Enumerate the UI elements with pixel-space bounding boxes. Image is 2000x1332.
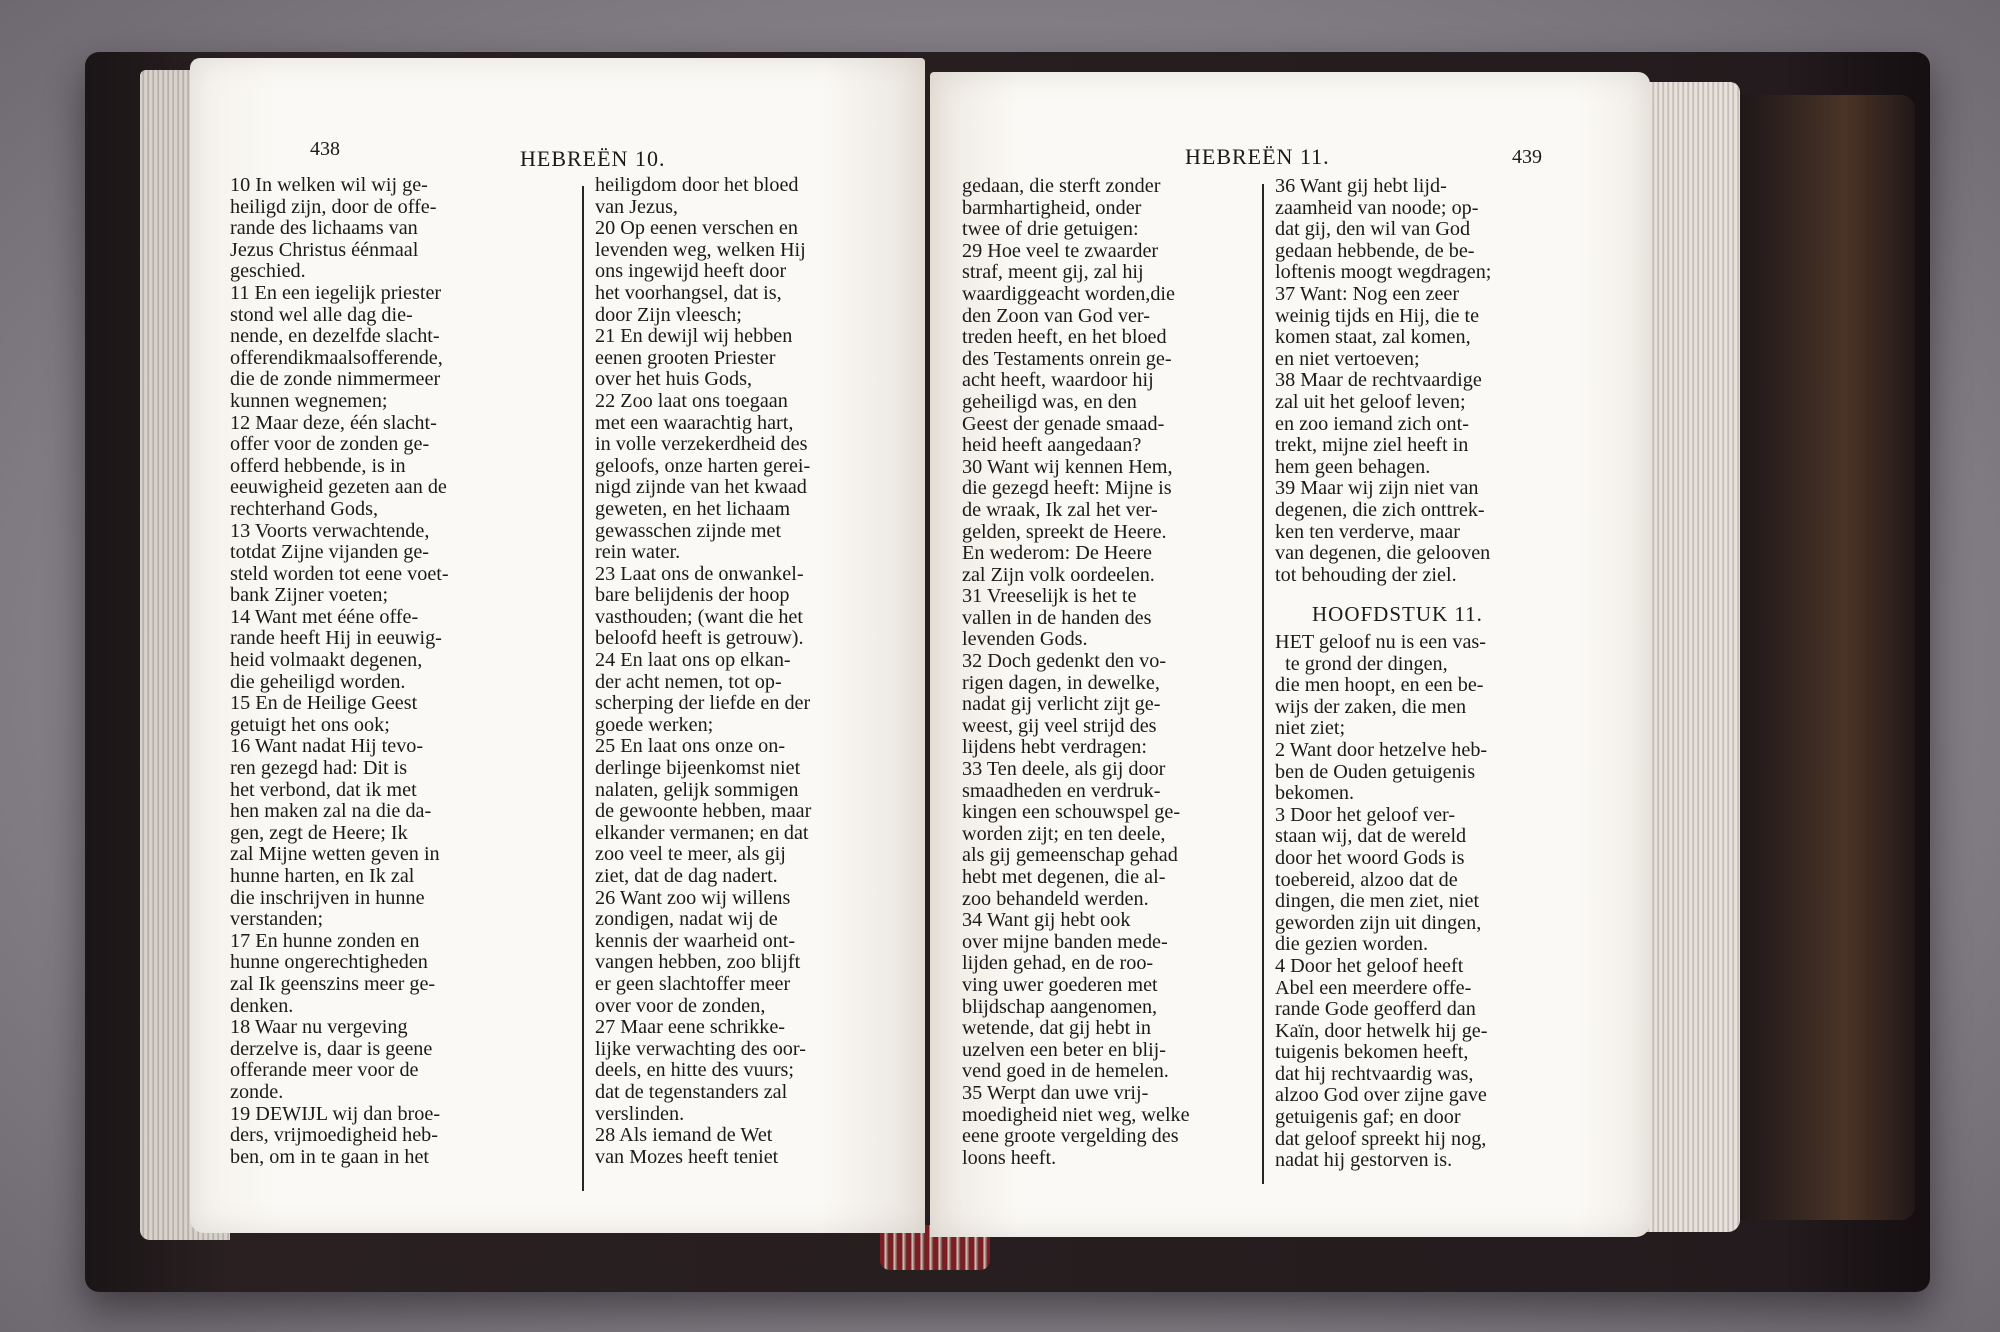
book-cover-right <box>1740 95 1915 1220</box>
text-line: 23 Laat ons de onwankel- <box>595 562 804 585</box>
text-line: over voor de zonden, <box>595 994 766 1017</box>
text-line: die geheiligd worden. <box>230 670 406 693</box>
text-line: ziet, dat de dag nadert. <box>595 865 778 887</box>
text-line: dat geloof spreekt hij nog, <box>1275 1127 1487 1150</box>
text-line: En wederom: De Heere <box>962 542 1153 565</box>
text-line: moedigheid niet weg, welke <box>962 1103 1190 1126</box>
text-line: 30 Want wij kennen Hem, <box>962 455 1173 478</box>
text-line: heid volmaakt degenen, <box>230 649 423 672</box>
text-line: offerendikmaalsofferende, <box>230 346 443 369</box>
text-column-2-continued <box>1275 632 1487 1172</box>
text-line: zal Mijne wetten geven in <box>230 843 440 866</box>
text-line: over mijne banden mede- <box>962 930 1168 953</box>
text-line: rigen dagen, in dewelke, <box>962 671 1160 694</box>
text-line: van degenen, die gelooven <box>1275 542 1491 565</box>
text-line: Jezus Christus éénmaal <box>230 238 419 261</box>
text-line: 29 Hoe veel te zwaarder <box>962 239 1159 262</box>
text-line: 33 Ten deele, als gij door <box>962 758 1166 781</box>
text-line: ren gezegd had: Dit is <box>230 757 408 780</box>
right-page <box>930 72 1650 1237</box>
text-line: over het huis Gods, <box>595 368 752 391</box>
text-line: zoo behandeld werden. <box>962 887 1149 910</box>
text-line: die men hoopt, en een be- <box>1275 674 1484 697</box>
column-rule <box>1262 184 1264 1184</box>
text-line: hebt met degenen, die al- <box>962 866 1166 888</box>
text-line: der acht nemen, tot op- <box>595 670 782 693</box>
text-line: nadat hij gestorven is. <box>1275 1149 1453 1172</box>
text-line: vallen in de handen des <box>962 606 1152 629</box>
text-line: beloofd heeft is getrouw). <box>595 627 804 650</box>
text-line: in volle verzekerdheid des <box>595 433 808 456</box>
text-line: waardiggeacht worden,die <box>962 282 1175 305</box>
text-line: door het woord Gods is <box>1275 846 1465 869</box>
text-line: zondigen, nadat wij de <box>595 908 778 931</box>
text-line: gedaan, die sterft zonder <box>962 175 1161 197</box>
text-column-2 <box>1275 176 1491 586</box>
text-line: verslinden. <box>595 1102 685 1125</box>
text-line: 4 Door het geloof heeft <box>1275 954 1464 977</box>
text-line: 2 Want door hetzelve heb- <box>1275 738 1488 761</box>
text-line: van Jezus, <box>595 195 678 218</box>
text-line: hunne ongerechtigheden <box>230 951 428 974</box>
text-line: heiligdom door het bloed <box>595 174 799 196</box>
text-line: steld worden tot eene voet- <box>230 562 449 585</box>
text-line: te grond der dingen, <box>1275 652 1448 675</box>
text-line: getuigt het ons ook; <box>230 713 390 736</box>
text-line: 15 En de Heilige Geest <box>230 692 418 715</box>
text-line: vasthouden; (want die het <box>595 605 803 628</box>
text-line: dingen, die men ziet, niet <box>1275 890 1480 913</box>
page-edges-right <box>1640 82 1740 1232</box>
text-line: zal Zijn volk oordeelen. <box>962 563 1155 586</box>
text-line: 37 Want: Nog een zeer <box>1275 282 1460 305</box>
text-line: eene groote vergelding des <box>962 1125 1179 1148</box>
text-line: weinig tijds en Hij, die te <box>1275 304 1480 327</box>
text-line: gedaan hebbende, de be- <box>1275 239 1475 262</box>
text-line: derzelve is, daar is geene <box>230 1037 433 1060</box>
text-line: lijdens hebt verdragen: <box>962 736 1147 759</box>
text-line: 19 DEWIJL wij dan broe- <box>230 1102 441 1125</box>
text-line: trekt, mijne ziel heeft in <box>1275 434 1469 457</box>
text-line: kunnen wegnemen; <box>230 389 388 412</box>
text-line: smaadheden en verdruk- <box>962 779 1161 802</box>
text-line: offerande meer voor de <box>230 1059 419 1082</box>
text-line: gen, zegt de Heere; Ik <box>230 821 408 844</box>
text-line: die inschrijven in hunne <box>230 886 425 909</box>
text-line: hunne harten, en Ik zal <box>230 865 415 887</box>
text-line: weest, gij veel strijd des <box>962 714 1157 737</box>
text-line: nalaten, gelijk sommigen <box>595 778 799 801</box>
text-line: 18 Waar nu vergeving <box>230 1016 408 1039</box>
text-line: vangen hebben, zoo blijft <box>595 951 801 974</box>
text-line: dat hij rechtvaardig was, <box>1275 1062 1474 1085</box>
text-line: deels, en hitte des vuurs; <box>595 1059 795 1082</box>
text-line: kennis der waarheid ont- <box>595 929 796 952</box>
text-line: totdat Zijne vijanden ge- <box>230 541 430 564</box>
text-line: dat gij, den wil van God <box>1275 218 1471 241</box>
text-column-1 <box>230 175 449 1168</box>
text-line: geloofs, onze harten gerei- <box>595 454 811 477</box>
text-line: wijs der zaken, die men <box>1275 695 1467 718</box>
text-line: toebereid, alzoo dat de <box>1275 868 1458 891</box>
text-line: den Zoon van God ver- <box>962 304 1150 327</box>
text-line: ders, vrijmoedigheid heb- <box>230 1124 438 1147</box>
text-line: niet ziet; <box>1275 717 1346 740</box>
text-line: Geest der genade smaad- <box>962 412 1165 435</box>
text-line: staan wij, dat de wereld <box>1275 825 1467 848</box>
text-line: het voorhangsel, dat is, <box>595 281 782 304</box>
text-line: tot behouding der ziel. <box>1275 563 1457 586</box>
text-line: vend goed in de hemelen. <box>962 1060 1169 1083</box>
text-line: nigd zijnde van het kwaad <box>595 476 807 499</box>
text-line: en zoo iemand zich ont- <box>1275 412 1469 435</box>
text-line: ben, om in te gaan in het <box>230 1145 430 1168</box>
text-line: die gezegd heeft: Mijne is <box>962 477 1172 500</box>
text-line: 25 En laat ons onze on- <box>595 735 786 758</box>
text-line: zonde. <box>230 1080 284 1103</box>
text-line: worden zijt; en ten deele, <box>962 822 1166 845</box>
text-line: scherping der liefde en der <box>595 692 811 715</box>
text-line: en niet vertoeven; <box>1275 347 1420 370</box>
text-line: 32 Doch gedenkt den vo- <box>962 650 1167 673</box>
text-line: rande des lichaams van <box>230 217 418 240</box>
page-number: 438 <box>310 138 340 160</box>
running-header: HEBREËN 10. <box>520 146 666 171</box>
text-line: 27 Maar eene schrikke- <box>595 1016 786 1039</box>
text-line: 34 Want gij hebt ook <box>962 909 1131 932</box>
text-line: tuigenis bekomen heeft, <box>1275 1041 1469 1064</box>
text-line: gewasschen zijnde met <box>595 519 782 542</box>
running-header: HEBREËN 11. <box>1185 144 1330 169</box>
text-line: 36 Want gij hebt lijd- <box>1275 175 1447 197</box>
text-line: rein water. <box>595 541 681 564</box>
text-line: Kaïn, door hetwelk hij ge- <box>1275 1019 1488 1042</box>
text-line: nende, en dezelfde slacht- <box>230 325 440 348</box>
text-line: straf, meent gij, zal hij <box>962 261 1144 284</box>
text-line: nadat gij verlicht zijt ge- <box>962 693 1161 716</box>
text-line: zaamheid van noode; op- <box>1275 196 1479 219</box>
text-line: 24 En laat ons op elkan- <box>595 649 791 672</box>
page-number: 439 <box>1512 146 1542 168</box>
text-line: lijke verwachting des oor- <box>595 1037 806 1060</box>
text-line: Abel een meerdere offe- <box>1275 976 1472 999</box>
text-line: 38 Maar de rechtvaardige <box>1275 369 1482 392</box>
text-line: 20 Op eenen verschen en <box>595 217 798 240</box>
text-line: geschied. <box>230 260 306 283</box>
text-line: de gewoonte hebben, maar <box>595 800 812 823</box>
chapter-heading: HOOFDSTUK 11. <box>1312 602 1483 626</box>
text-line: alzoo God over zijne gave <box>1275 1084 1487 1107</box>
text-line: als gij gemeenschap gehad <box>962 844 1178 867</box>
text-line: offerd hebbende, is in <box>230 454 406 477</box>
text-line: met een waarachtig hart, <box>595 411 794 434</box>
text-line: 21 En dewijl wij hebben <box>595 325 793 348</box>
text-line: 3 Door het geloof ver- <box>1275 803 1456 826</box>
text-line: geworden zijn uit dingen, <box>1275 911 1482 934</box>
text-line: 26 Want zoo wij willens <box>595 886 791 909</box>
text-line: hem geen behagen. <box>1275 455 1431 478</box>
text-line: blijdschap aangenomen, <box>962 995 1158 1018</box>
text-line: 31 Vreeselijk is het te <box>962 585 1137 608</box>
text-line: wetende, dat gij hebt in <box>962 1017 1151 1040</box>
text-line: ken ten verderve, maar <box>1275 520 1460 543</box>
text-line: degenen, die zich onttrek- <box>1275 498 1485 521</box>
left-page <box>190 58 925 1233</box>
text-line: die gezien worden. <box>1275 933 1429 956</box>
text-line: offer voor de zonden ge- <box>230 433 430 456</box>
text-line: door Zijn vleesch; <box>595 303 742 326</box>
text-line: zal Ik geenszins meer ge- <box>230 972 436 995</box>
text-line: ons ingewijd heeft door <box>595 260 787 283</box>
column-rule <box>582 186 584 1191</box>
text-line: bare belijdenis der hoop <box>595 584 790 607</box>
text-line: komen staat, zal komen, <box>1275 326 1471 349</box>
text-column-2 <box>595 175 811 1168</box>
text-line: barmhartigheid, onder <box>962 196 1142 219</box>
text-line: 22 Zoo laat ons toegaan <box>595 389 788 412</box>
text-line: 16 Want nadat Hij tevo- <box>230 735 424 758</box>
text-line: 12 Maar deze, één slacht- <box>230 411 437 434</box>
text-line: van Mozes heeft teniet <box>595 1145 779 1168</box>
text-line: twee of drie getuigen: <box>962 218 1139 241</box>
text-line: bekomen. <box>1275 782 1355 805</box>
text-line: getuigenis gaf; en door <box>1275 1106 1461 1129</box>
text-line: zoo veel te meer, als gij <box>595 843 786 866</box>
text-line: hen maken zal na die da- <box>230 800 432 823</box>
text-line: rechterhand Gods, <box>230 497 378 520</box>
text-line: de wraak, Ik zal het ver- <box>962 498 1158 521</box>
text-line: treden heeft, en het bloed <box>962 326 1167 349</box>
text-line: geweten, en het lichaam <box>595 497 791 520</box>
text-line: 14 Want met ééne offe- <box>230 605 419 628</box>
text-line: ben de Ouden getuigenis <box>1275 760 1476 783</box>
text-line: acht heeft, waardoor hij <box>962 369 1154 392</box>
text-line: levenden Gods. <box>962 628 1088 651</box>
text-line: levenden weg, welken Hij <box>595 238 806 261</box>
text-column-1 <box>962 176 1190 1169</box>
text-line: eenen grooten Priester <box>595 346 776 369</box>
text-line: ving uwer goederen met <box>962 973 1158 996</box>
text-line: uzelven een beter en blij- <box>962 1038 1167 1061</box>
text-line: rande Gode geofferd dan <box>1275 998 1476 1021</box>
text-line: 39 Maar wij zijn niet van <box>1275 477 1479 500</box>
text-line: 10 In welken wil wij ge- <box>230 174 428 196</box>
text-line: geheiligd was, en den <box>962 390 1137 413</box>
text-line: het verbond, dat ik met <box>230 778 417 801</box>
text-line: elkander vermanen; en dat <box>595 821 809 844</box>
text-line: eeuwigheid gezeten aan de <box>230 476 447 499</box>
text-line: denken. <box>230 994 294 1017</box>
text-line: lijden gehad, en de roo- <box>962 952 1154 975</box>
text-line: 28 Als iemand de Wet <box>595 1124 773 1147</box>
text-line: des Testaments onrein ge- <box>962 347 1172 370</box>
text-line: 13 Voorts verwachtende, <box>230 519 430 542</box>
text-line: rande heeft Hij in eeuwig- <box>230 627 442 650</box>
text-line: heiligd zijn, door de offe- <box>230 195 437 218</box>
text-line: zal uit het geloof leven; <box>1275 390 1466 413</box>
text-line: er geen slachtoffer meer <box>595 972 791 995</box>
text-line: goede werken; <box>595 713 714 736</box>
text-line: verstanden; <box>230 908 324 931</box>
text-line: 11 En een iegelijk priester <box>230 281 442 304</box>
text-line: derlinge bijeenkomst niet <box>595 757 801 780</box>
text-line: HET geloof nu is een vas- <box>1275 631 1486 653</box>
text-line: kingen een schouwspel ge- <box>962 801 1181 824</box>
text-line: loons heeft. <box>962 1146 1057 1169</box>
text-line: 17 En hunne zonden en <box>230 929 420 952</box>
text-line: loftenis moogt wegdragen; <box>1275 261 1492 284</box>
text-line: bank Zijner voeten; <box>230 584 389 607</box>
text-line: stond wel alle dag die- <box>230 303 413 326</box>
text-line: die de zonde nimmermeer <box>230 368 441 391</box>
text-line: 35 Werpt dan uwe vrij- <box>962 1081 1149 1104</box>
text-line: dat de tegenstanders zal <box>595 1080 788 1103</box>
text-line: heid heeft aangedaan? <box>962 434 1142 457</box>
text-line: gelden, spreekt de Heere. <box>962 520 1167 543</box>
